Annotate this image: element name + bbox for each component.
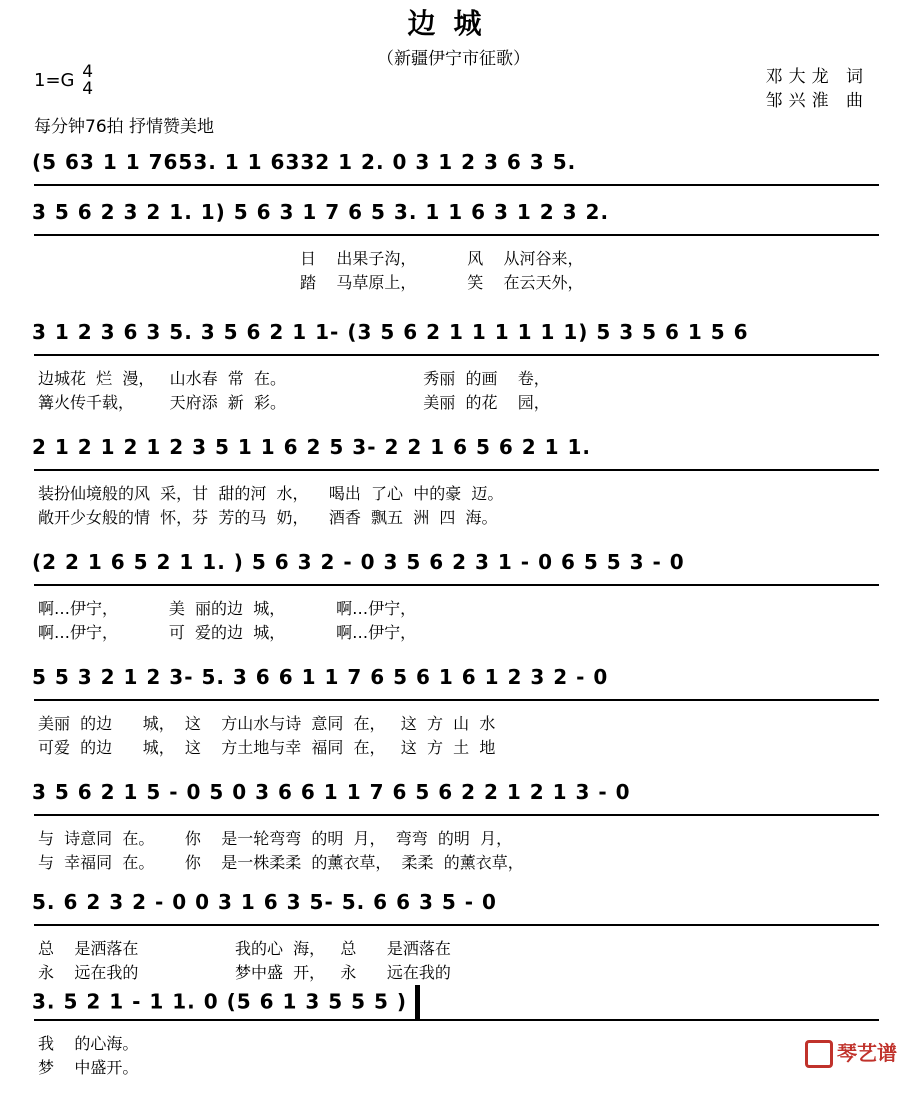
beam-underline: [34, 699, 879, 701]
logo-text: 琴艺谱: [837, 1040, 897, 1065]
lyrics-verse-2: 梦 中盛开。: [38, 1058, 139, 1077]
score-row: [0, 985, 907, 1103]
notation-line: 5 5 3 2 1 2 3- 5. 3 6 6 1 1 7 6 5 6 1 6 1 2 3 2 - 0: [32, 665, 609, 689]
lyrics-verse-2: 啊…伊宁， 可 爱的边 城， 啊…伊宁，: [38, 623, 417, 642]
time-top: 4: [82, 62, 94, 82]
lyrics-verse-2: 踏 马草原上， 笑 在云天外，: [300, 273, 584, 292]
beam-underline: [34, 924, 879, 926]
logo-icon: [805, 1040, 833, 1068]
lyrics-verse-1: 边城花 烂 漫， 山水春 常 在。 秀丽 的画 卷，: [38, 369, 550, 388]
song-subtitle: （新疆伊宁市征歌）: [377, 49, 530, 69]
lyrics-verse-2: 可爱 的边 城， 这 方土地与幸 福同 在， 这 方 土 地: [38, 738, 496, 757]
lyricist-credit: 邓大龙 词: [765, 67, 869, 87]
tempo-marking: 每分钟76拍 抒情赞美地: [34, 117, 215, 137]
score-row: [0, 780, 907, 898]
lyrics-verse-1: 总 是洒落在 我的心 海， 总 是洒落在: [38, 939, 451, 958]
site-logo: [805, 1037, 897, 1069]
score-row: [0, 200, 907, 318]
song-title: 边城: [407, 7, 500, 40]
time-signature: [82, 64, 93, 98]
lyrics-verse-1: 日 出果子沟， 风 从河谷来，: [300, 249, 584, 268]
beam-underline: [34, 354, 879, 356]
lyrics-verse-1: 我 的心海。: [38, 1034, 139, 1053]
beam-underline: [34, 814, 879, 816]
score-row: [0, 665, 907, 783]
lyrics-verse-2: 与 幸福同 在。 你 是一株柔柔 的薰衣草， 柔柔 的薰衣草，: [38, 853, 524, 872]
notation-line: (2 2 1 6 5 2 1 1. ) 5 6 3 2 - 0 3 5 6 2 3 1 - 0 6 5 5 3 - 0: [32, 550, 685, 574]
notation-line: 5. 6 2 3 2 - 0 0 3 1 6 3 5- 5. 6 6 3 5 - 0: [32, 890, 497, 914]
score-row: [0, 320, 907, 438]
beam-underline: [34, 469, 879, 471]
time-bottom: 4: [82, 79, 94, 99]
final-barline: [415, 985, 420, 1021]
lyrics-verse-1: 美丽 的边 城， 这 方山水与诗 意同 在， 这 方 山 水: [38, 714, 496, 733]
notation-line: 3 5 6 2 3 2 1. 1) 5 6 3 1 7 6 5 3. 1 1 6 3 1 2 3 2.: [32, 200, 610, 224]
lyrics-verse-2: 篝火传千载， 天府添 新 彩。 美丽 的花 园，: [38, 393, 550, 412]
notation-line: 3 5 6 2 1 5 - 0 5 0 3 6 6 1 1 7 6 5 6 2 2 1 2 1 3 - 0: [32, 780, 631, 804]
lyrics-verse-1: 啊…伊宁， 美 丽的边 城， 啊…伊宁，: [38, 599, 417, 618]
lyrics-verse-1: 装扮仙境般的风 采，甘 甜的河 水， 喝出 了心 中的豪 迈。: [38, 484, 504, 503]
key-label: 1=G: [34, 70, 75, 91]
notation-line: (5 63 1 1 7653. 1 1 6332 1 2. 0 3 1 2 3 6 3 5.: [32, 150, 577, 174]
beam-underline: [34, 184, 879, 186]
lyrics-verse-2: 敞开少女般的情 怀，芬 芳的马 奶， 酒香 飘五 洲 四 海。: [38, 508, 498, 527]
beam-underline: [34, 234, 879, 236]
beam-underline: [34, 584, 879, 586]
beam-underline: [34, 1019, 879, 1021]
lyrics-verse-1: 与 诗意同 在。 你 是一轮弯弯 的明 月， 弯弯 的明 月，: [38, 829, 513, 848]
composer-credit: 邹兴淮 曲: [765, 91, 869, 111]
notation-line: 2 1 2 1 2 1 2 3 5 1 1 6 2 5 3- 2 2 1 6 5 6 2 1 1.: [32, 435, 592, 459]
score-row: [0, 550, 907, 668]
score-row: [0, 435, 907, 553]
notation-line: 3 1 2 3 6 3 5. 3 5 6 2 1 1- (3 5 6 2 1 1 1 1 1 1) 5 3 5 6 1 5 6: [32, 320, 749, 344]
notation-line: 3. 5 2 1 - 1 1. 0 (5 6 1 3 5 5 5 ): [32, 985, 887, 1025]
lyrics-verse-2: 永 远在我的 梦中盛 开， 永 远在我的: [38, 963, 451, 982]
key-signature: [34, 64, 93, 98]
